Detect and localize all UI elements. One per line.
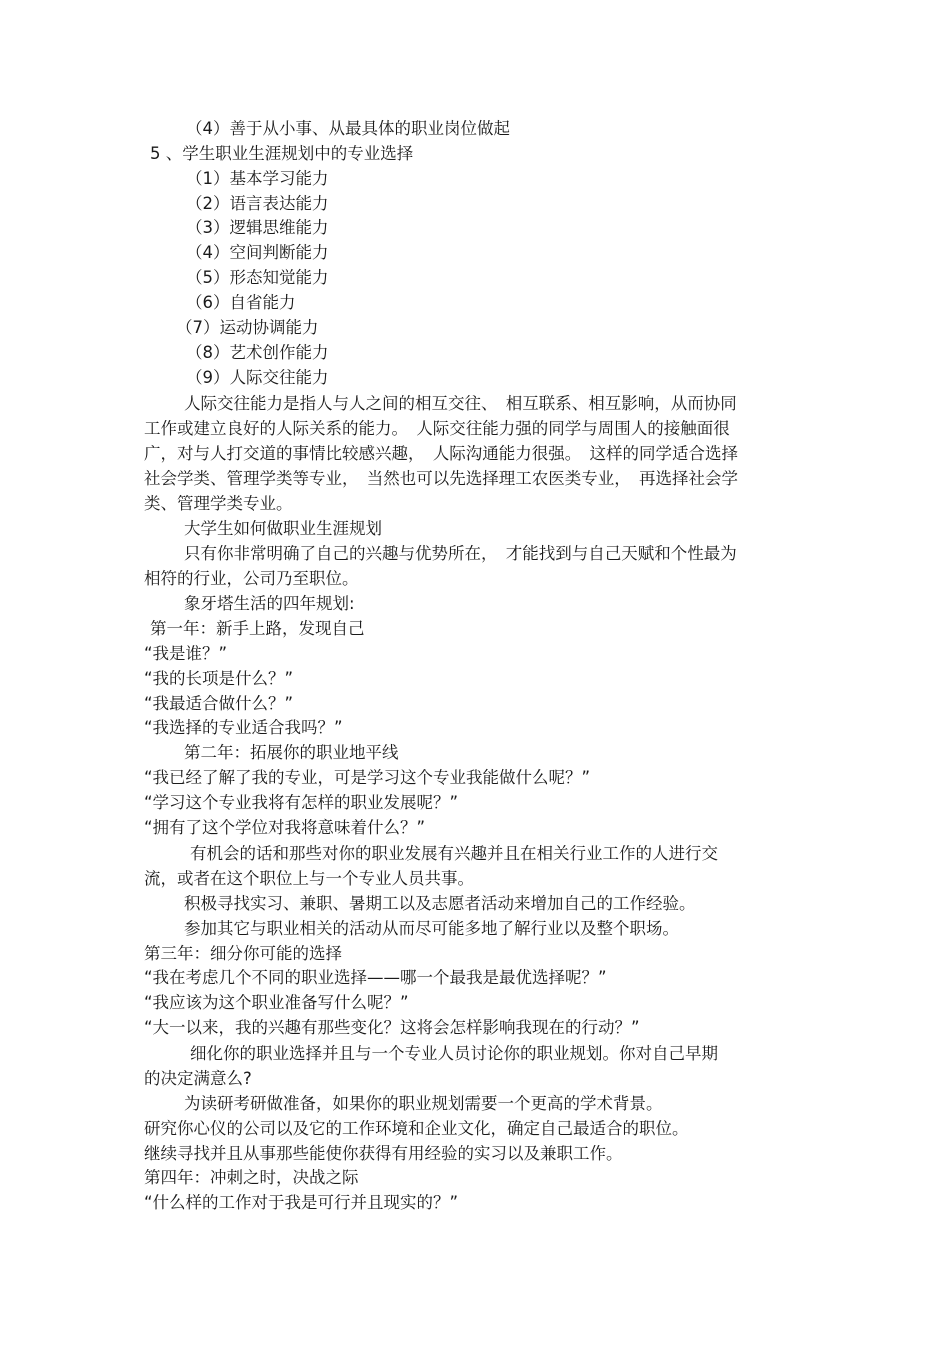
list-item: （6）自省能力 [186, 293, 296, 312]
subheading: 象牙塔生活的四年规划: [184, 594, 355, 613]
quote-line: “我最适合做什么？” [144, 694, 294, 713]
list-item: （2）语言表达能力 [186, 194, 329, 213]
paragraph-line: 社会学类、管理学类等专业， 当然也可以先选择理工农医类专业， 再选择社会学 [144, 469, 738, 488]
quote-line: “什么样的工作对于我是可行并且现实的？” [144, 1193, 459, 1212]
paragraph-line: 研究你心仪的公司以及它的工作环境和企业文化，确定自己最适合的职位。 [144, 1119, 689, 1138]
text-line: （4）善于从小事、从最具体的职业岗位做起 [186, 119, 510, 138]
paragraph-line: 有机会的话和那些对你的职业发展有兴趣并且在相关行业工作的人进行交 [190, 844, 718, 863]
quote-line: “拥有了这个学位对我将意味着什么？” [144, 818, 426, 837]
quote-line: “我已经了解了我的专业，可是学习这个专业我能做什么呢？” [144, 768, 591, 787]
quote-line: “我应该为这个职业准备写什么呢？” [144, 993, 409, 1012]
list-item: （3）逻辑思维能力 [186, 218, 329, 237]
paragraph-line: 为读研考研做准备，如果你的职业规划需要一个更高的学术背景。 [184, 1094, 663, 1113]
year-heading: 第三年：细分你可能的选择 [144, 944, 342, 963]
list-item: （5）形态知觉能力 [186, 268, 329, 287]
year-heading: 第二年：拓展你的职业地平线 [184, 743, 399, 762]
quote-line: “我选择的专业适合我吗？” [144, 718, 343, 737]
paragraph-line: 人际交往能力是指人与人之间的相互交往、 相互联系、相互影响，从而协同 [184, 394, 737, 413]
list-item: （1）基本学习能力 [186, 169, 329, 188]
paragraph-line: 细化你的职业选择并且与一个专业人员讨论你的职业规划。你对自己早期 [190, 1044, 718, 1063]
subheading: 大学生如何做职业生涯规划 [184, 519, 382, 538]
year-heading: 第四年：冲刺之时，决战之际 [144, 1168, 359, 1187]
year-heading: 第一年：新手上路，发现自己 [150, 619, 365, 638]
paragraph-line: 只有你非常明确了自己的兴趣与优势所在， 才能找到与自己天赋和个性最为 [184, 544, 737, 563]
paragraph-line: 积极寻找实习、兼职、暑期工以及志愿者活动来增加自己的工作经验。 [184, 894, 696, 913]
quote-line: “我的长项是什么？” [144, 669, 294, 688]
list-item: （8）艺术创作能力 [186, 343, 329, 362]
list-item: （7）运动协调能力 [176, 318, 319, 337]
quote-line: “我是谁？” [144, 644, 228, 663]
paragraph-line: 参加其它与职业相关的活动从而尽可能多地了解行业以及整个职场。 [184, 919, 679, 938]
paragraph-line: 相符的行业，公司乃至职位。 [144, 569, 359, 588]
list-item: （4）空间判断能力 [186, 243, 329, 262]
paragraph-line: 类、管理学类专业。 [144, 494, 293, 513]
quote-line: “我在考虑几个不同的职业选择——哪一个最我是最优选择呢？” [144, 968, 607, 987]
section-heading: 5 、学生职业生涯规划中的专业选择 [150, 144, 414, 163]
paragraph-line: 工作或建立良好的人际关系的能力。 人际交往能力强的同学与周围人的接触面很 [144, 419, 730, 438]
paragraph-line: 继续寻找并且从事那些能使你获得有用经验的实习以及兼职工作。 [144, 1144, 623, 1163]
paragraph-line: 流，或者在这个职位上与一个专业人员共事。 [144, 869, 474, 888]
list-item: （9）人际交往能力 [186, 368, 329, 387]
paragraph-line: 广，对与人打交道的事情比较感兴趣， 人际沟通能力很强。 这样的同学适合选择 [144, 444, 738, 463]
quote-line: “大一以来，我的兴趣有那些变化？这将会怎样影响我现在的行动？” [144, 1018, 640, 1037]
quote-line: “学习这个专业我将有怎样的职业发展呢？” [144, 793, 459, 812]
paragraph-line: 的决定满意么? [144, 1069, 252, 1088]
